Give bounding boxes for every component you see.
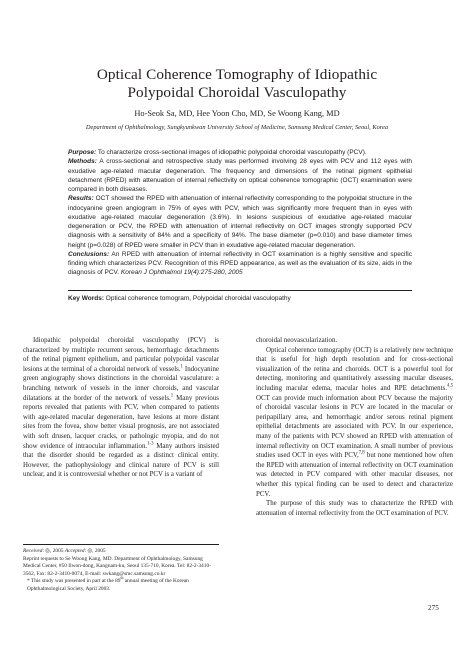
text-run: Many authors insisted that the disorder should be regarded as a distinct clinical entity. However, the pathophysiology and clinical nature of PCV is still unclear, and it is controversial whether or not PCV is a variant of <box>23 442 219 479</box>
body-column-right <box>256 336 453 518</box>
text-run: OCT can provide much information about PCV because the majority of choroidal vascular lesions in PCV are located in the macular or peripapillary area, and hemorrhagic and/or serous retinal pigment epithelial detachments are associated with PCV. In our experience, many of the patients with PCV showed an RPED with attenuation of internal reflectivity on OCT examination. A small number of previous studies used OCT in eyes with PCV, <box>256 394 453 460</box>
conclusions-text: An RPED with attenuation of internal reflectivity in OCT examination is a highly sensitive and specific finding which characterizes PCV. Recognition of this RPED appearance, as well as the evaluation of its size, aids in the diagnosis of PCV. <box>68 250 412 277</box>
author-list: Ho-Seok Sa, MD, Hee Yoon Cho, MD, Se Woong Kang, MD <box>134 109 340 118</box>
purpose-label: Purpose: <box>68 149 97 156</box>
citation-ref: 7,8 <box>358 450 365 456</box>
citation-ref: 4,5 <box>446 383 453 389</box>
received-date: : ◎, 2005 <box>42 548 65 554</box>
text-run: * This study was presented in part at the 89 <box>27 578 121 584</box>
reprint-request: Reprint requests to Se Woong Kang, MD. Department of Ophthalmology, Samsung Medical Center, #50 Ilwon-dong, Kangnam-ku, Seoul 135-710, Korea. Tel: 82-2-3410-3562, Fax: 82-2-3410-0074, E-mail: swkang@smc.samsung.co.kr <box>23 555 211 577</box>
accepted-date: : ◎, 2005 <box>84 548 106 554</box>
body-paragraph <box>23 336 219 480</box>
text-run: Optical coherence tomography (OCT) is a relatively new technique that is useful for high depth resolution and for cross-sectional visualization of the retina and choroids. OCT is a powerful tool for detecting, monitoring and quantitatively assessing macular diseases, including macular edema, macular holes and RPE detachments. <box>256 346 453 392</box>
title-line-2: Polypoidal Choroidal Vasculopathy <box>127 83 347 101</box>
abstract-results <box>68 194 412 250</box>
footnotes <box>23 548 219 593</box>
affiliation: Department of Ophthalmology, Sungkyunkwan University School of Medicine, Samsung Medical Center, Seoul, Korea <box>85 124 389 131</box>
text-run: Indocyanine green angiography shows distinctions in the choroidal vasculature: a branching network of vessels in the inner choroids, and vascular dilatations at the border of the network of vessels. <box>23 365 219 402</box>
keywords-text: Optical coherence tomogram, Polypoidal choroidal vasculopathy <box>104 295 291 302</box>
citation-ref: 1 <box>170 393 174 399</box>
accepted-label: Accepted <box>64 548 85 554</box>
article-title <box>20 66 454 101</box>
footnote-divider <box>23 544 219 545</box>
text-run: Idiopathic polypoidal choroidal vasculopathy (PCV) is characterized by multiple recurrent serous, hemorrhagic detachments of the retinal pigment epithelium, and particular polypoidal vascular lesions at the terminal of a choroidal network of vessels. <box>23 337 219 373</box>
text-run: annual meeting of the Korean Ophthalmological Society, April 2003. <box>27 578 189 592</box>
body-paragraph: choroidal neovascularization. <box>256 337 338 344</box>
received-label: Received <box>23 548 43 554</box>
body-paragraph: The purpose of this study was to characterize the RPED with attenuation of internal reflectivity from the OCT examination of PCV. <box>256 500 453 517</box>
abstract-divider <box>68 290 412 291</box>
methods-label: Methods: <box>68 158 97 166</box>
keywords-label: Key Words: <box>68 295 104 302</box>
abstract-purpose <box>68 148 412 157</box>
text-run: but none mentioned how often the RPED with attenuation of internal reflectivity on OCT examination was detected in PCV compared with other macular diseases, nor whether this typical finding can be used to detect and characterize PCV. <box>256 452 453 498</box>
citation-ref: 1 <box>180 364 183 370</box>
presentation-note <box>23 578 219 593</box>
text-run: Many previous reports revealed that patients with PCV, when compared to patients with age-related macular degeneration, have lesions at more distant sites from the fovea, show better visual prognosis, are not associated with soft drusen, lacquer cracks, or pathologic myopia, and do not show evidence of intraocular inflammation. <box>23 394 219 450</box>
methods-text: A cross-sectional and retrospective study was performed involving 28 eyes with PCV and 112 eyes with exudative age-related macular degeneration. The frequency and dimensions of the retinal pigment epithelial detachment (RPED) with attenuation of internal reflectivity on optical coherence tomographic (OCT) examination were compared in both diseases. <box>68 158 412 193</box>
journal-citation: Korean J Ophthalmol 19(4):275-280, 2005 <box>120 269 243 277</box>
conclusions-label: Conclusions: <box>68 250 110 258</box>
ordinal-suffix: th <box>120 576 124 581</box>
page-number: 275 <box>428 604 439 612</box>
title-line-1: Optical Coherence Tomography of Idiopathic <box>96 66 378 83</box>
purpose-text: To characterize cross-sectional images of idiopathic polypoidal choroidal vasculopathy (PCV). <box>96 149 367 156</box>
abstract-conclusions <box>68 250 412 278</box>
results-label: Results: <box>68 195 94 203</box>
abstract <box>68 148 412 278</box>
body-column-left <box>23 336 219 480</box>
abstract-methods <box>68 157 412 194</box>
received-accepted <box>23 548 219 556</box>
body-paragraph <box>256 346 453 500</box>
results-text: OCT showed the RPED with attenuation of internal reflectivity corresponding to the polypoidal structure in the indocyanine green angiogram in 75% of eyes with PCV, which was significantly more frequent than in eyes with exudative age-related macular degeneration (3.6%). In lesions suspicious of exudative age-related macular degeneration or PCV, the RPED with attenuation of internal reflectivity on OCT images strongly supported PCV diagnosis with a sensitivity of 84% and a specificity of 94%. The base diameter (p=0.010) and base diameter times height (p=0.028) of RPED were smaller in PCV than in exudative age-related macular degeneration. <box>68 195 412 249</box>
keywords <box>68 294 412 303</box>
citation-ref: 1-3 <box>147 441 154 447</box>
